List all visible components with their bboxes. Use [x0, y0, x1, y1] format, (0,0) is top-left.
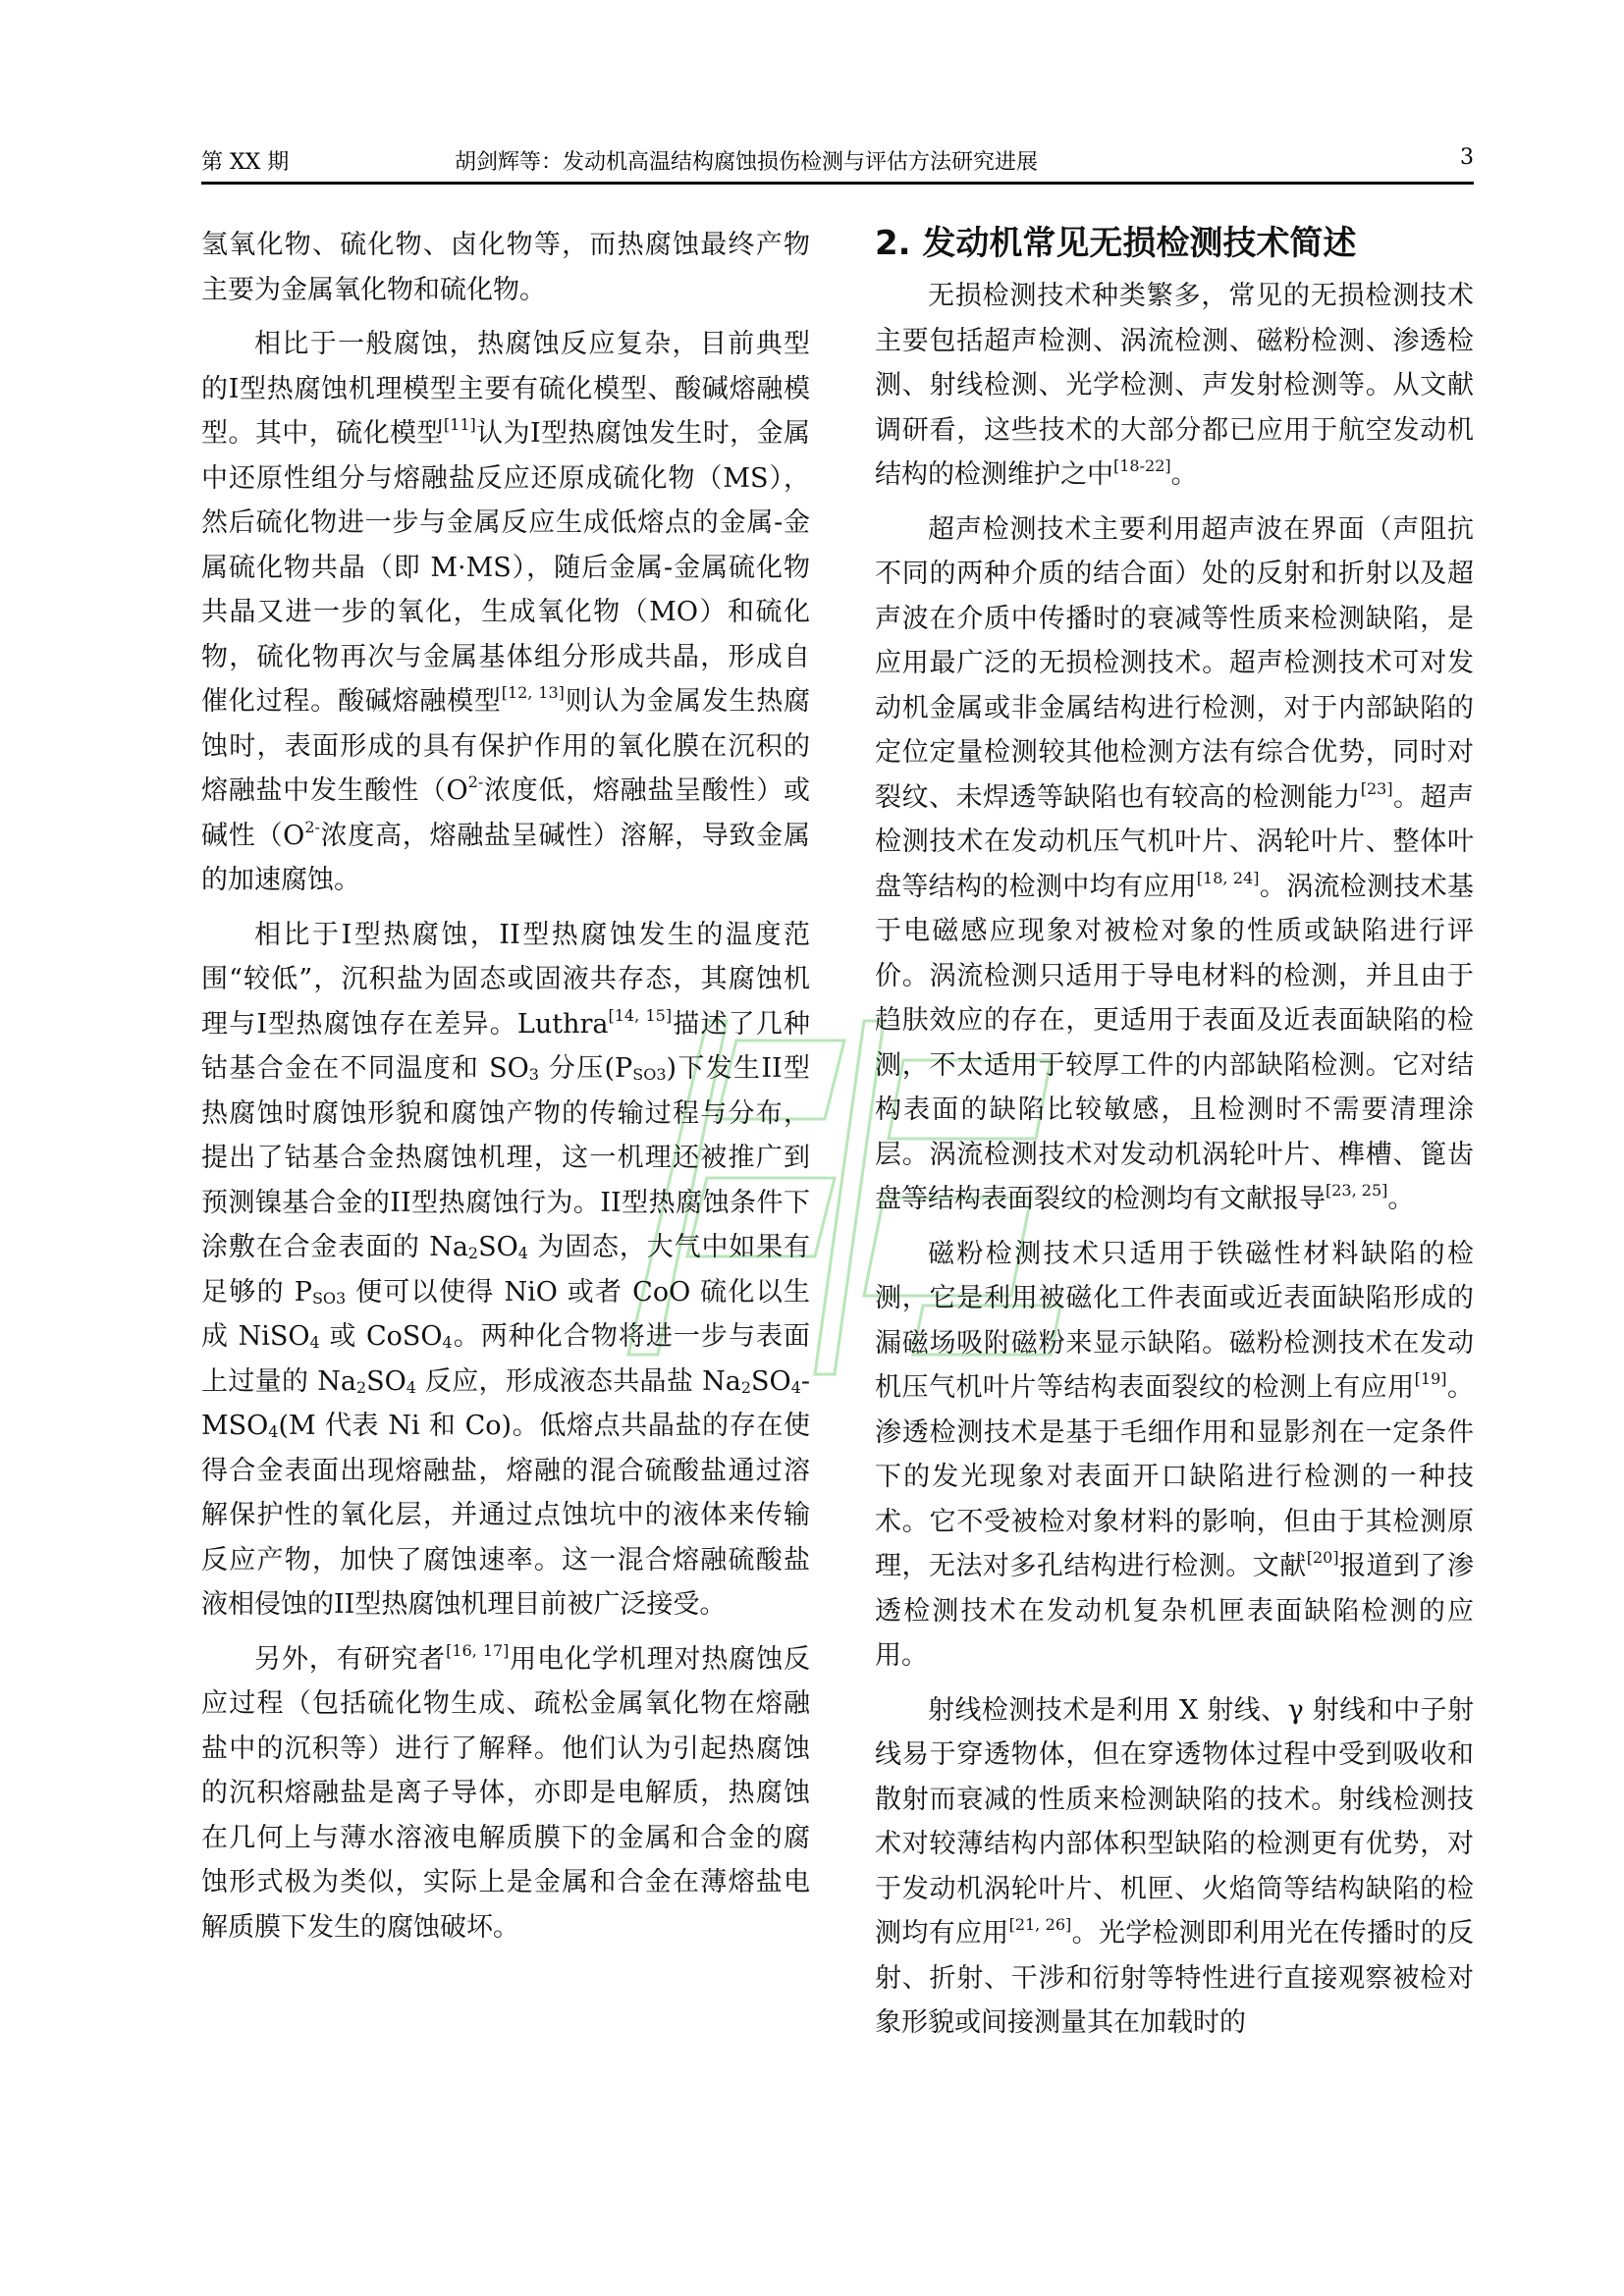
paragraph	[875, 274, 1474, 498]
citation: [12, 13]	[501, 683, 565, 702]
text-run: 反应，形成液态共晶盐 Na	[415, 1365, 741, 1397]
text-run: -MSO	[201, 1365, 810, 1441]
subscript: 4	[268, 1422, 279, 1442]
subscript: 2	[467, 1244, 479, 1263]
section-heading: 2. 发动机常见无损检测技术简述	[875, 224, 1357, 263]
text-run: 分压(P	[538, 1053, 633, 1084]
paragraph	[201, 322, 810, 903]
text-run: SO	[478, 1232, 518, 1262]
citation: [16, 17]	[446, 1640, 510, 1660]
issue-label: 第 XX 期	[201, 150, 290, 175]
subscript: SO3	[311, 1288, 347, 1308]
citation: [23]	[1360, 778, 1393, 798]
subscript: SO3	[632, 1065, 667, 1085]
text-run: 射线检测技术是利用 X 射线、γ 射线和中子射线易于穿透物体，但在穿透物体过程中受到吸收和散射而衰减的性质来检测缺陷的技术。射线检测技术对较薄结构内部体积型缺陷的检测更有优势，对于发动机涡轮叶片、机匣、火焰筒等结构缺陷的检测均有应用	[875, 1694, 1474, 1949]
text-run: 另外，有研究者	[254, 1643, 447, 1675]
subscript: 4	[309, 1333, 320, 1353]
subscript: 4	[517, 1244, 528, 1263]
left-column	[201, 223, 810, 1959]
running-title: 胡剑辉等：发动机高温结构腐蚀损伤检测与评估方法研究进展	[455, 150, 1039, 175]
subscript: 2	[355, 1377, 367, 1397]
text-run: 。	[1387, 1184, 1415, 1214]
subscript: 4	[790, 1377, 801, 1397]
subscript: 4	[406, 1377, 416, 1397]
text-run: 。	[1170, 459, 1198, 490]
citation: [11]	[443, 415, 476, 434]
paragraph	[201, 223, 810, 312]
text-run: (M 代表 Ni 和 Co)。低熔点共晶盐的存在使得合金表面出现熔融盐，熔融的混合硫酸盐通过溶解保护性的氧化层，并通过点蚀坑中的液体来传输反应产物，加快了腐蚀速率。这一混合熔融硫酸盐液相侵蚀的II型热腐蚀机理目前被广泛接受。	[201, 1411, 810, 1620]
citation: [18, 24]	[1196, 868, 1260, 887]
text-run: 超声检测技术主要利用超声波在界面（声阻抗不同的两种介质的结合面）处的反射和折射以及超声波在介质中传播时的衰减等性质来检测缺陷，是应用最广泛的无损检测技术。超声检测技术可对发动机金属或非金属结构进行检测，对于内部缺陷的定位定量检测较其他检测方法有综合优势，同时对裂纹、未焊透等缺陷也有较高的检测能力	[875, 513, 1474, 813]
text-run: 。两种化合物将进一步与表面上过量的 Na	[201, 1321, 810, 1397]
page-number: 3	[1460, 145, 1474, 170]
text-run: SO	[751, 1365, 791, 1397]
text-run: 报道到了渗透检测技术在发动机复杂机匣表面缺陷检测的应用。	[875, 1551, 1475, 1671]
citation: [21, 26]	[1008, 1915, 1072, 1934]
text-run: 认为I型热腐蚀发生时，金属中还原性组分与熔融盐反应还原成硫化物（MS），然后硫化物进一步与金属反应生成低熔点的金属-金属硫化物共晶（即 M·MS），随后金属-金属硫化物共晶又进一步的氧化，生成氧化物（MO）和硫化物，硫化物再次与金属基体组分形成共晶，形成自催化过程。酸碱熔融模型	[201, 418, 811, 717]
superscript: 2-	[304, 817, 320, 836]
text-run: 。渗透检测技术是基于毛细作用和显影剂在一定条件下的发光现象对表面开口缺陷进行检测的一种技术。它不受被检对象材料的影响，但由于其检测原理，无法对多孔结构进行检测。文献	[875, 1372, 1474, 1581]
text-run: 浓度高，熔融盐呈碱性）溶解，导致金属的加速腐蚀。	[201, 820, 811, 895]
header-rule	[201, 182, 1474, 185]
text-run: 或 CoSO	[319, 1321, 443, 1352]
text-run: 描述了几种钴基合金在不同温度和 SO	[201, 1008, 811, 1084]
citation: [20]	[1306, 1548, 1339, 1567]
text-run: 氢氧化物、硫化物、卤化物等，而热腐蚀最终产物主要为金属氧化物和硫化物。	[201, 230, 810, 305]
text-run: 。光学检测即利用光在传播时的反射、折射、干涉和衍射等特性进行直接观察被检对象形貌或间接测量其在加载时的	[875, 1918, 1475, 2038]
text-run: 磁粉检测技术只适用于铁磁性材料缺陷的检测，它是利用被磁化工件表面或近表面缺陷形成的漏磁场吸附磁粉来显示缺陷。磁粉检测技术在发动机压气机叶片等结构表面裂纹的检测上有应用	[875, 1238, 1474, 1403]
text-run: 便可以使得 NiO 或者 CoO 硫化以生成 NiSO	[201, 1276, 811, 1352]
text-run: 无损检测技术种类繁多，常见的无损检测技术主要包括超声检测、涡流检测、磁粉检测、渗透检测、射线检测、光学检测、声发射检测等。从文献调研看，这些技术的大部分都已应用于航空发动机结构的检测维护之中	[875, 281, 1474, 490]
subscript: 4	[442, 1333, 453, 1353]
text-run: SO	[366, 1365, 406, 1397]
citation: [19]	[1414, 1369, 1447, 1388]
subscript: 2	[740, 1377, 752, 1397]
paragraph	[201, 1637, 810, 1950]
text-run: 。涡流检测技术基于电磁感应现象对被检对象的性质或缺陷进行评价。涡流检测只适用于导电材料的检测，并且由于趋肤效应的存在，更适用于表面及近表面缺陷的检测，不太适用于较厚工件的内部缺陷检测。它对结构表面的缺陷比较敏感，且检测时不需要清理涂层。涡流检测技术对发动机涡轮叶片、榫槽、篦齿盘等结构表面裂纹的检测均有文献报导	[875, 871, 1475, 1214]
superscript: 2-	[467, 773, 484, 791]
paragraph	[875, 1232, 1474, 1679]
text-run: 用电化学机理对热腐蚀反应过程（包括硫化物生成、疏松金属氧化物在熔融盐中的沉积等）进行了解释。他们认为引起热腐蚀的沉积熔融盐是离子导体，亦即是电解质，热腐蚀在几何上与薄水溶液电解质膜下的金属和合金的腐蚀形式极为类似，实际上是金属和合金在薄熔盐电解质膜下发生的腐蚀破坏。	[201, 1643, 810, 1943]
text-run: 。超声检测技术在发动机压气机叶片、涡轮叶片、整体叶盘等结构的检测中均有应用	[875, 781, 1475, 902]
text-run: 则认为金属发生热腐蚀时，表面形成的具有保护作用的氧化膜在沉积的熔融盐中发生酸性（O	[201, 686, 811, 806]
text-run: 相比于一般腐蚀，热腐蚀反应复杂，目前典型的I型热腐蚀机理模型主要有硫化模型、酸碱熔融模型。其中，硫化模型	[201, 329, 810, 449]
text-run: 浓度低，熔融盐呈酸性）或碱性（O	[201, 775, 811, 851]
citation: [18-22]	[1113, 456, 1171, 475]
running-header	[201, 145, 1474, 185]
text-run: 相比于I型热腐蚀，II型热腐蚀发生的温度范围“较低”，沉积盐为固态或固液共存态，其腐蚀机理与I型热腐蚀存在差异。Luthra	[201, 919, 810, 1040]
right-column	[875, 223, 1474, 2056]
text-run: )下发生II型热腐蚀时腐蚀形貌和腐蚀产物的传输过程与分布，提出了钴基合金热腐蚀机理，这一机理还被推广到预测镍基合金的II型热腐蚀行为。II型热腐蚀条件下涂敷在合金表面的 Na	[201, 1053, 810, 1262]
paragraph	[875, 1688, 1474, 2046]
citation: [14, 15]	[608, 1005, 673, 1025]
paragraph	[201, 913, 810, 1628]
subscript: 3	[528, 1065, 539, 1085]
text-run: 为固态，大气中如果有足够的 P	[201, 1232, 810, 1308]
paragraph	[875, 507, 1474, 1222]
citation: [23, 25]	[1326, 1181, 1388, 1200]
